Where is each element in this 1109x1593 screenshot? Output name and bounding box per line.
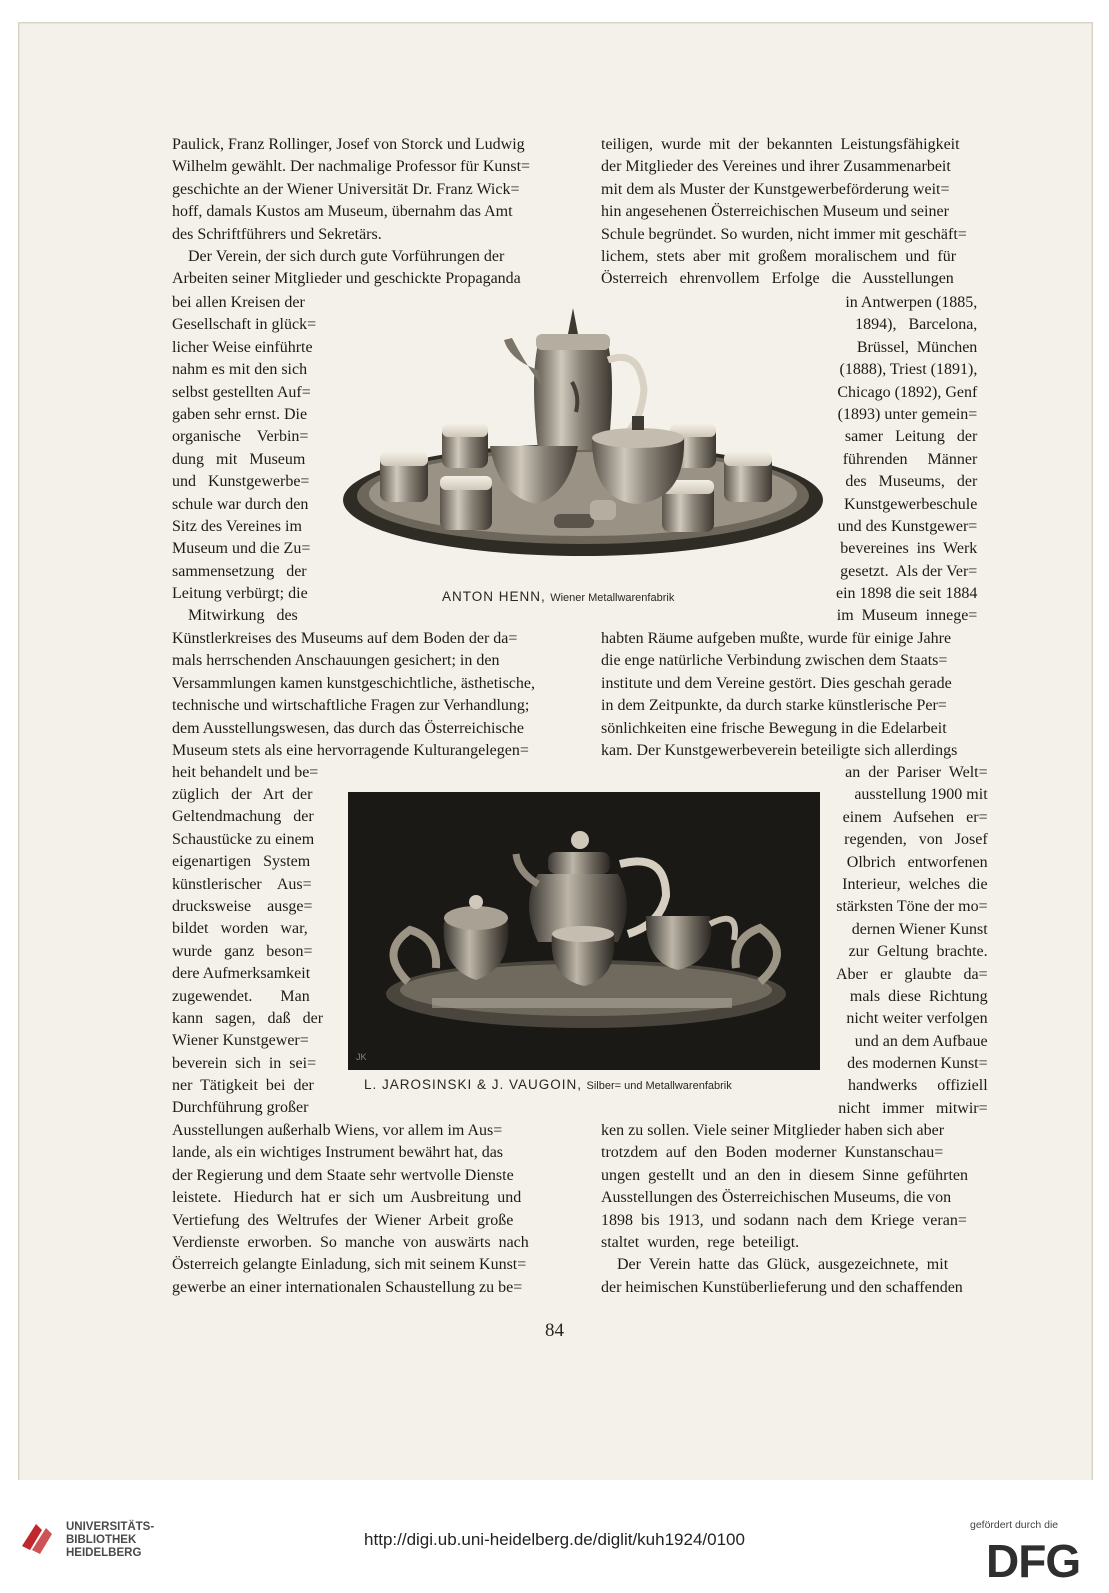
text-line: Gesellschaft in glück=	[172, 316, 317, 334]
text-line: regenden, von Josef	[844, 831, 988, 849]
left-column-top	[172, 134, 530, 291]
text-line: schule war durch den	[172, 495, 309, 513]
text-line: (1888), Triest (1891),	[839, 361, 978, 379]
text-line: des Schriftführers und Sekretärs.	[172, 225, 382, 243]
text-line: lande, als ein wichtiges Instrument bewährt hat, das	[172, 1144, 504, 1162]
text-line: leistete. Hiedurch hat er sich um Ausbreitung und	[172, 1189, 522, 1207]
figure-2-trade: Silber= und Metallwarenfabrik	[586, 1080, 732, 1092]
text-line: wurde ganz beson=	[172, 942, 313, 960]
text-line: handwerks offiziell	[847, 1077, 988, 1095]
right-column-bottom	[601, 1120, 968, 1299]
text-line: bevereines ins Werk	[840, 540, 978, 558]
text-line: samer Leitung der	[844, 428, 978, 446]
text-line: Wilhelm gewählt. Der nachmalige Professor für Kunst=	[172, 158, 531, 176]
text-line: züglich der Art der	[172, 786, 313, 803]
text-line: der Mitglieder des Vereines und ihrer Zusammenarbeit	[601, 158, 951, 176]
text-line: ken zu sollen. Viele seiner Mitglieder haben sich aber	[601, 1122, 945, 1139]
text-line: des Museums, der	[845, 473, 978, 491]
right-column-top	[601, 134, 967, 291]
right-column-narrow-2	[836, 762, 988, 1120]
library-name: UNIVERSITÄTS- BIBLIOTHEK HEIDELBERG	[66, 1521, 155, 1559]
dfg-logo: DFG	[986, 1535, 1081, 1587]
text-line: Der Verein, der sich durch gute Vorführungen der	[172, 247, 505, 265]
text-line: dem Ausstellungswesen, das durch das Österreichische	[172, 719, 524, 737]
text-line: in dem Zeitpunkte, da durch starke künstlerische Per=	[601, 697, 947, 715]
left-column-narrow-1	[172, 292, 316, 628]
text-line: Museum stets als eine hervorragende Kulturangelegen=	[172, 741, 529, 759]
text-line: zugewendet. Man	[172, 987, 310, 1005]
text-line: Brüssel, München	[856, 338, 978, 356]
text-line: hoff, damals Kustos am Museum, übernahm das Amt	[172, 203, 513, 221]
text-line: trotzdem auf den Boden moderner Kunstanschau=	[601, 1144, 944, 1162]
text-line: sammensetzung der	[172, 562, 307, 580]
text-line: mit dem als Muster der Kunstgewerbeförderung weit=	[601, 180, 950, 198]
text-line: staltet wurden, rege beteiligt.	[601, 1233, 800, 1251]
text-line: die enge natürliche Verbindung zwischen dem Staats=	[601, 652, 948, 670]
text-line: Ausstellungen des Österreichischen Museums, die von	[601, 1189, 952, 1207]
text-line: nahm es mit den sich	[172, 361, 308, 379]
text-line: heit behandelt und be=	[172, 764, 319, 782]
text-line: nicht immer mitwir=	[838, 1099, 988, 1117]
left-column-narrow-2	[172, 784, 323, 1120]
figure-tea-service-photo	[348, 792, 820, 1070]
figure-2-caption	[364, 1076, 732, 1094]
figure-1-caption	[442, 588, 674, 606]
text-line: selbst gestellten Auf=	[172, 383, 311, 401]
text-line: stärksten Töne der mo=	[836, 898, 988, 916]
text-line: Versammlungen kamen kunstgeschichtliche, ästhetische,	[172, 674, 536, 692]
text-line: dere Aufmerksamkeit	[172, 965, 311, 983]
text-line: bildet worden war,	[172, 920, 308, 938]
text-line: ungen gestellt und an den in diesem Sinne geführten	[601, 1166, 969, 1184]
right-column-mid	[601, 628, 957, 762]
text-line: sönlichkeiten eine frische Bewegung in die Edelarbeit	[601, 719, 947, 737]
text-line: nicht weiter verfolgen	[846, 1010, 988, 1028]
text-line: im Museum innege=	[836, 607, 978, 625]
page-number: 84	[545, 1320, 564, 1341]
text-line: zur Geltung brachte.	[848, 943, 988, 961]
text-line: gesetzt. Als der Ver=	[840, 562, 978, 580]
text-line: Leitung verbürgt; die	[172, 585, 308, 603]
text-line: an der Pariser Welt=	[845, 764, 988, 781]
tea-service-illustration	[348, 792, 820, 1070]
text-line: organische Verbin=	[172, 428, 309, 446]
text-line: Aber er glaubte da=	[836, 965, 988, 983]
text-line: Chicago (1892), Genf	[837, 383, 978, 401]
source-url[interactable]: http://digi.ub.uni-heidelberg.de/diglit/kuh1924/0100	[364, 1530, 745, 1549]
text-line: dernen Wiener Kunst	[851, 920, 988, 938]
text-line: ein 1898 die seit 1884	[836, 585, 978, 603]
text-line: und an dem Aufbaue	[854, 1032, 988, 1050]
text-line: licher Weise einführte	[172, 338, 313, 356]
text-line: beverein sich in sei=	[172, 1054, 317, 1072]
text-line: Sitz des Vereines im	[172, 517, 302, 535]
text-line: kann sagen, daß der	[172, 1009, 324, 1027]
text-line: (1893) unter gemein=	[837, 405, 978, 423]
text-line: einem Aufsehen er=	[842, 808, 988, 826]
text-line: des modernen Kunst=	[847, 1055, 988, 1073]
figure-2-maker: L. JAROSINSKI & J. VAUGOIN,	[364, 1077, 583, 1092]
text-line: gaben sehr ernst. Die	[172, 405, 308, 423]
text-line: und des Kunstgewer=	[837, 517, 978, 535]
funding-note: gefördert durch die	[970, 1519, 1059, 1531]
text-line: Museum und die Zu=	[172, 540, 311, 558]
text-line: ner Tätigkeit bei der	[172, 1077, 314, 1095]
text-line: Olbrich entworfenen	[846, 853, 988, 871]
text-line: künstlerischer Aus=	[172, 875, 312, 893]
text-line: Schaustücke zu einem	[172, 830, 315, 848]
text-line: 1898 bis 1913, und sodann nach dem Kriege veran=	[601, 1211, 967, 1229]
text-line: der heimischen Kunstüberlieferung und den schaffenden	[601, 1278, 963, 1296]
text-line: mals herrschenden Anschauungen gesichert; in den	[172, 652, 500, 670]
text-line: der Regierung und dem Staate sehr wertvolle Dienste	[172, 1166, 514, 1184]
figure-coffee-service-photo	[340, 300, 826, 582]
text-line: eigenartigen System	[172, 853, 311, 871]
text-line: lichem, stets aber mit großem moralischem und für	[601, 247, 957, 265]
text-line: Durchführung großer	[172, 1099, 309, 1117]
text-line: Mitwirkung des	[172, 607, 298, 625]
figure-1-trade: Wiener Metallwarenfabrik	[550, 592, 675, 604]
text-line: und Kunstgewerbe=	[172, 473, 310, 491]
text-line: Wiener Kunstgewer=	[172, 1032, 309, 1050]
right-column-narrow-1	[836, 292, 977, 628]
figure-1-maker: ANTON HENN,	[442, 589, 546, 604]
text-line: Österreich gelangte Einladung, sich mit seinem Kunst=	[172, 1256, 527, 1274]
text-line: Kunstgewerbeschule	[844, 495, 978, 513]
text-line: Paulick, Franz Rollinger, Josef von Storck und Ludwig	[172, 136, 525, 153]
figure-2-monogram: JK	[356, 1052, 367, 1062]
text-line: Arbeiten seiner Mitglieder und geschickte Propaganda	[172, 270, 521, 288]
text-line: teiligen, wurde mit der bekannten Leistungsfähigkeit	[601, 136, 960, 153]
text-line: technische und wirtschaftliche Fragen zur Verhandlung;	[172, 697, 530, 715]
text-line: drucksweise ausge=	[172, 897, 313, 915]
coffee-service-illustration	[340, 300, 826, 582]
text-line: Österreich ehrenvollem Erfolge die Ausstellungen	[601, 270, 954, 288]
text-line: Künstlerkreises des Museums auf dem Boden der da=	[172, 630, 518, 647]
text-line: dung mit Museum	[172, 450, 306, 468]
text-line: Vertiefung des Weltrufes der Wiener Arbeit große	[172, 1211, 514, 1229]
text-line: kam. Der Kunstgewerbeverein beteiligte sich allerdings	[601, 741, 958, 759]
left-column-bottom	[172, 1120, 529, 1299]
text-line: Interieur, welches die	[842, 875, 988, 893]
text-line: hin angesehenen Österreichischen Museum und seiner	[601, 203, 949, 221]
text-line: Ausstellungen außerhalb Wiens, vor allem im Aus=	[172, 1122, 503, 1139]
text-line: Verdienste erworben. So manche von auswärts nach	[172, 1233, 529, 1251]
text-line: Geltendmachung der	[172, 808, 314, 826]
text-line: in Antwerpen (1885,	[845, 294, 978, 311]
text-line: gewerbe an einer internationalen Schaustellung zu be=	[172, 1278, 523, 1296]
text-line: mals diese Richtung	[849, 987, 988, 1005]
text-line: Der Verein hatte das Glück, ausgezeichnete, mit	[601, 1256, 949, 1274]
text-line: bei allen Kreisen der	[172, 294, 305, 311]
text-line: ausstellung 1900 mit	[854, 786, 988, 804]
text-line: führenden Männer	[842, 450, 978, 468]
text-line: habten Räume aufgeben mußte, wurde für einige Jahre	[601, 630, 952, 647]
left-column-mid	[172, 628, 535, 785]
text-line: 1894), Barcelona,	[855, 316, 978, 334]
text-line: Schule begründet. So wurden, nicht immer mit geschäft=	[601, 225, 967, 243]
text-line: institute und dem Vereine gestört. Dies geschah gerade	[601, 674, 952, 692]
text-line: geschichte an der Wiener Universität Dr. Franz Wick=	[172, 180, 520, 198]
